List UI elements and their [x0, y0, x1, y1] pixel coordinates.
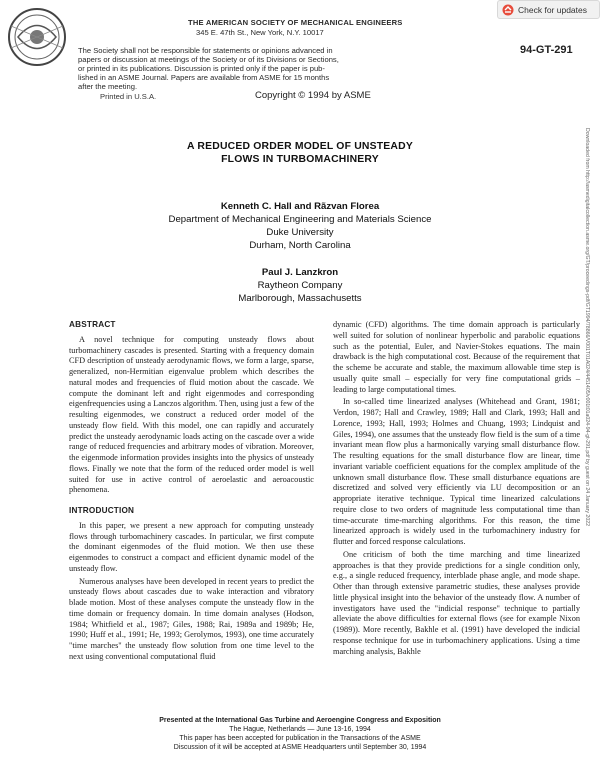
footer-line: The Hague, Netherlands — June 13-16, 1994 — [229, 726, 371, 733]
title-line: A REDUCED ORDER MODEL OF UNSTEADY — [187, 141, 413, 152]
copyright: Copyright © 1994 by ASME — [255, 90, 371, 101]
author-names: Kenneth C. Hall and Rãzvan Florea — [220, 201, 380, 212]
crossmark-icon — [502, 4, 514, 16]
paragraph: Numerous analyses have been developed in recent years to predict the unsteady flows about cascades due to wake interaction and vibratory blade motion. Most of these analyses compute the unsteady flow in the time domain or frequency domain. In time domain analyses (Hodson, 1984; Whitfield et al., 1987; Giles, 1988; Rai, 1989a and 1989b; He, 1990; Huff et al., 1991; He, 1993; Gerolymos, 1993), one time accurately "time marches" the unsteady flow solution from one time level to the next using conventional computational fluid — [69, 576, 314, 661]
paper-title — [0, 140, 600, 166]
author-block-2 — [0, 266, 600, 305]
title-line: FLOWS IN TURBOMACHINERY — [221, 154, 379, 165]
footer-line: This paper has been accepted for publication in the Transactions of the ASME — [179, 735, 421, 742]
disclaimer-line: after the meeting. — [78, 82, 138, 91]
paragraph: In this paper, we present a new approach for computing unsteady flows through turbomachinery cascades. In particular, we first compute the dominant eigenmodes of the fluid motion. We then use these eigenmodes to construct a compact and efficient dynamic model of the unsteady flow. — [69, 520, 314, 573]
disclaimer-line: lished in an ASME Journal. Papers are available from ASME for 15 months — [78, 73, 330, 82]
footer-line: Discussion of it will be accepted at ASME Headquarters until September 30, 1994 — [173, 744, 427, 751]
society-name: THE AMERICAN SOCIETY OF MECHANICAL ENGINEERS — [188, 18, 403, 27]
society-address: 345 E. 47th St., New York, N.Y. 10017 — [196, 28, 324, 37]
download-note-text: Downloaded from http://asmedigitalcollection.asme.org/GT/proceedings-pdf/GT1994/78866/V001T01A024/4451405/v001t01a024-94-gt-291.pdf by guest on 24 January 2022 — [584, 128, 590, 526]
check-for-updates-button[interactable] — [497, 0, 600, 19]
affiliation-line: Duke University — [266, 227, 334, 238]
disclaimer-line: or printed in its publications. Discussion is printed only if the paper is pub- — [78, 64, 325, 73]
check-for-updates-label: Check for updates — [518, 4, 587, 15]
right-column — [333, 320, 580, 659]
abstract-text: A novel technique for computing unsteady flows about turbomachinery cascades is presented. Starting with a frequency domain CFD description of unsteady aerodynamic flows, we form a large, sparse, generalized, non-Hermitian eigenvalue problem which describes the natural modes and frequencies of fluid motion about the cascade. We compute the dominant left and right eigenmodes and corresponding eigenfrequencies using a Lanczos algorithm. Then, using just a few of the resulting eigenmodes, we construct a reduced order model of the unsteady flow field. With this model, one can rapidly and accurately predict the unsteady aerodynamic loads acting on the cascade over a wide range of reduced frequencies and arbitrary modes of vibration. Moreover, the eigenmode information provides insights into the physics of unsteady flows. Finally we note that the form of the reduced order model is well suited for use in active control of aeroelastic and aeroacoustic phenomena. — [69, 334, 314, 495]
author-block-1 — [0, 200, 600, 252]
affiliation-line: Marlborough, Massachusetts — [238, 293, 362, 304]
paragraph: dynamic (CFD) algorithms. The time domain approach is particularly well suited for solution of nonlinear hyperbolic and parabolic equations such as the potential, Euler, and Navier-Stokes equations. The main drawback is the high computational cost. Because of the requirement that the scheme be accurate and stable, the maximum allowable time step is usually quite small – especially for very fine computational grids – leading to large computational times. — [333, 320, 580, 394]
affiliation-line: Raytheon Company — [257, 280, 343, 291]
left-column — [69, 320, 314, 665]
asme-logo — [6, 6, 68, 68]
disclaimer-line: The Society shall not be responsible for statements or opinions advanced in — [78, 46, 333, 55]
affiliation-line: Durham, North Carolina — [249, 240, 351, 251]
affiliation-line: Department of Mechanical Engineering and Materials Science — [168, 214, 432, 225]
printed-in: Printed in U.S.A. — [100, 92, 157, 101]
paragraph: In so-called time linearized analyses (Whitehead and Grant, 1981; Verdon, 1987; Hall and Crawley, 1989; Hall and Clark, 1993; Hall and Lorence, 1993; Hall, 1993; Holmes and Chuang, 1993; Lindquist and Giles, 1994), one assumes that the unsteady flow field is the sum of a time invariant mean flow plus a harmonically varying small disturbance flow. The resulting equations for the small disturbance flow are linear, time invariant variable coefficient equations for the complex amplitude of the unknown small disturbance flow. These small disturbance equations are discretized and solved very efficiently via LU decomposition or an appropriate iterative technique. Typical time linearized calculations require close to two orders of magnitude less computational time than time-accurate time-marching algorithms. For this reason, the time linearized approach is widely used in the turbomachinery industry for flutter and forced response calculations. — [333, 397, 581, 546]
paper-number: 94-GT-291 — [520, 44, 573, 56]
abstract-heading: ABSTRACT — [69, 320, 116, 329]
footer-line: Presented at the International Gas Turbine and Aeroengine Congress and Exposition — [159, 717, 441, 724]
paragraph: One criticism of both the time marching and time linearized approaches is that they provide predictions for a single condition only, e.g., a single reduced frequency, interblade phase angle, and mode shape. Other than through extensive parametric studies, these analyses provide little physical insight into the behavior of the unsteady flow. A number of investigators have used the "indicial response" technique to partially alleviate the above difficulties for external flows (see for example Nixon (1989)). More recently, Bakhle et al. (1991) have developed the indicial response technique for use in turbomachinery applications. Using a time marching analysis, Bakhle — [333, 549, 580, 656]
author-names: Paul J. Lanzkron — [261, 267, 339, 278]
introduction-heading: INTRODUCTION — [69, 506, 135, 515]
disclaimer — [78, 46, 408, 91]
disclaimer-line: papers or discussion at meetings of the Society or of its Divisions or Sections, — [78, 55, 339, 64]
conference-footer — [0, 716, 600, 752]
